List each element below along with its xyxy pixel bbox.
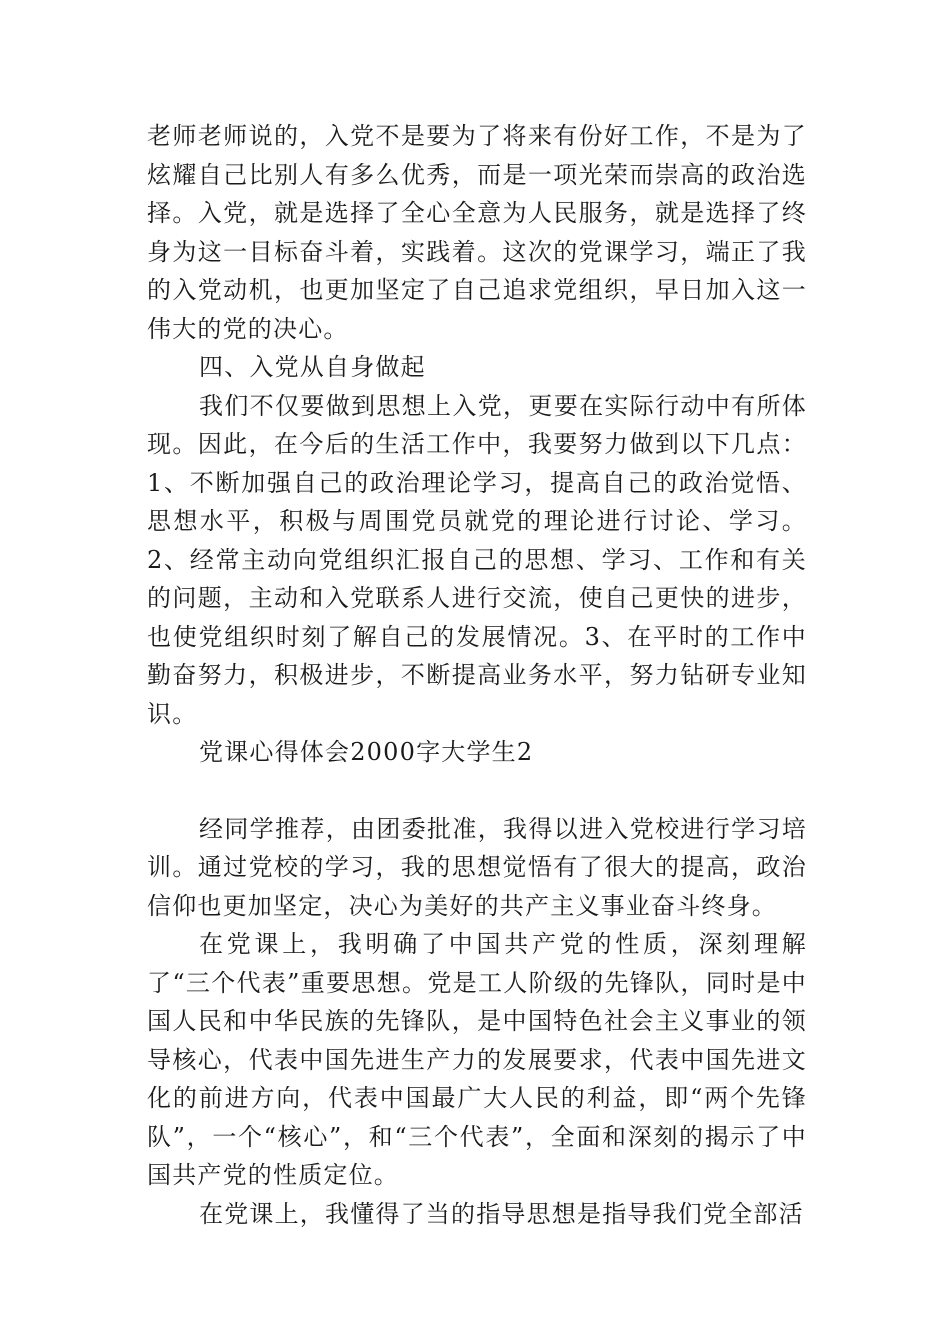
section-heading: 四、入党从自身做起	[199, 353, 426, 381]
blank-line	[147, 772, 807, 810]
body-paragraph: 经同学推荐，由团委批准，我得以进入党校进行学习培训。通过党校的学习，我的思想觉悟有了很大的提高，政治信仰也更加坚定，决心为美好的共产主义事业奋斗终身。	[147, 814, 807, 920]
body-paragraph: 在党课上，我明确了中国共产党的性质，深刻理解了“三个代表”重要思想。党是工人阶级的先锋队，同时是中国人民和中华民族的先锋队，是中国特色社会主义事业的领导核心，代表中国先进生产力的发展要求，代表中国先进文化的前进方向，代表中国最广大人民的利益，即“两个先锋队”，一个“核心”，和“三个代表”，全面和深刻的揭示了中国共产党的性质定位。	[147, 930, 807, 1189]
article-subtitle: 党课心得体会2000字大学生2	[199, 738, 534, 766]
body-paragraph: 老师老师说的，入党不是要为了将来有份好工作，不是为了炫耀自己比别人有多么优秀，而是一项光荣而崇高的政治选择。入党，就是选择了全心全意为人民服务，就是选择了终身为这一目标奋斗着，实践着。这次的党课学习，端正了我的入党动机，也更加坚定了自己追求党组织，早日加入这一伟大的党的决心。	[147, 122, 807, 343]
body-paragraph: 在党课上，我懂得了当的指导思想是指导我们党全部活	[199, 1199, 804, 1228]
document-body	[147, 117, 807, 1233]
body-paragraph: 我们不仅要做到思想上入党，更要在实际行动中有所体现。因此，在今后的生活工作中，我要努力做到以下几点：1、不断加强自己的政治理论学习，提高自己的政治觉悟、思想水平，积极与周围党员就党的理论进行讨论、学习。2、经常主动向党组织汇报自己的思想、学习、工作和有关的问题，主动和入党联系人进行交流，使自己更快的进步，也使党组织时刻了解自己的发展情况。3、在平时的工作中勤奋努力，积极进步，不断提高业务水平，努力钻研专业知识。	[147, 391, 807, 728]
